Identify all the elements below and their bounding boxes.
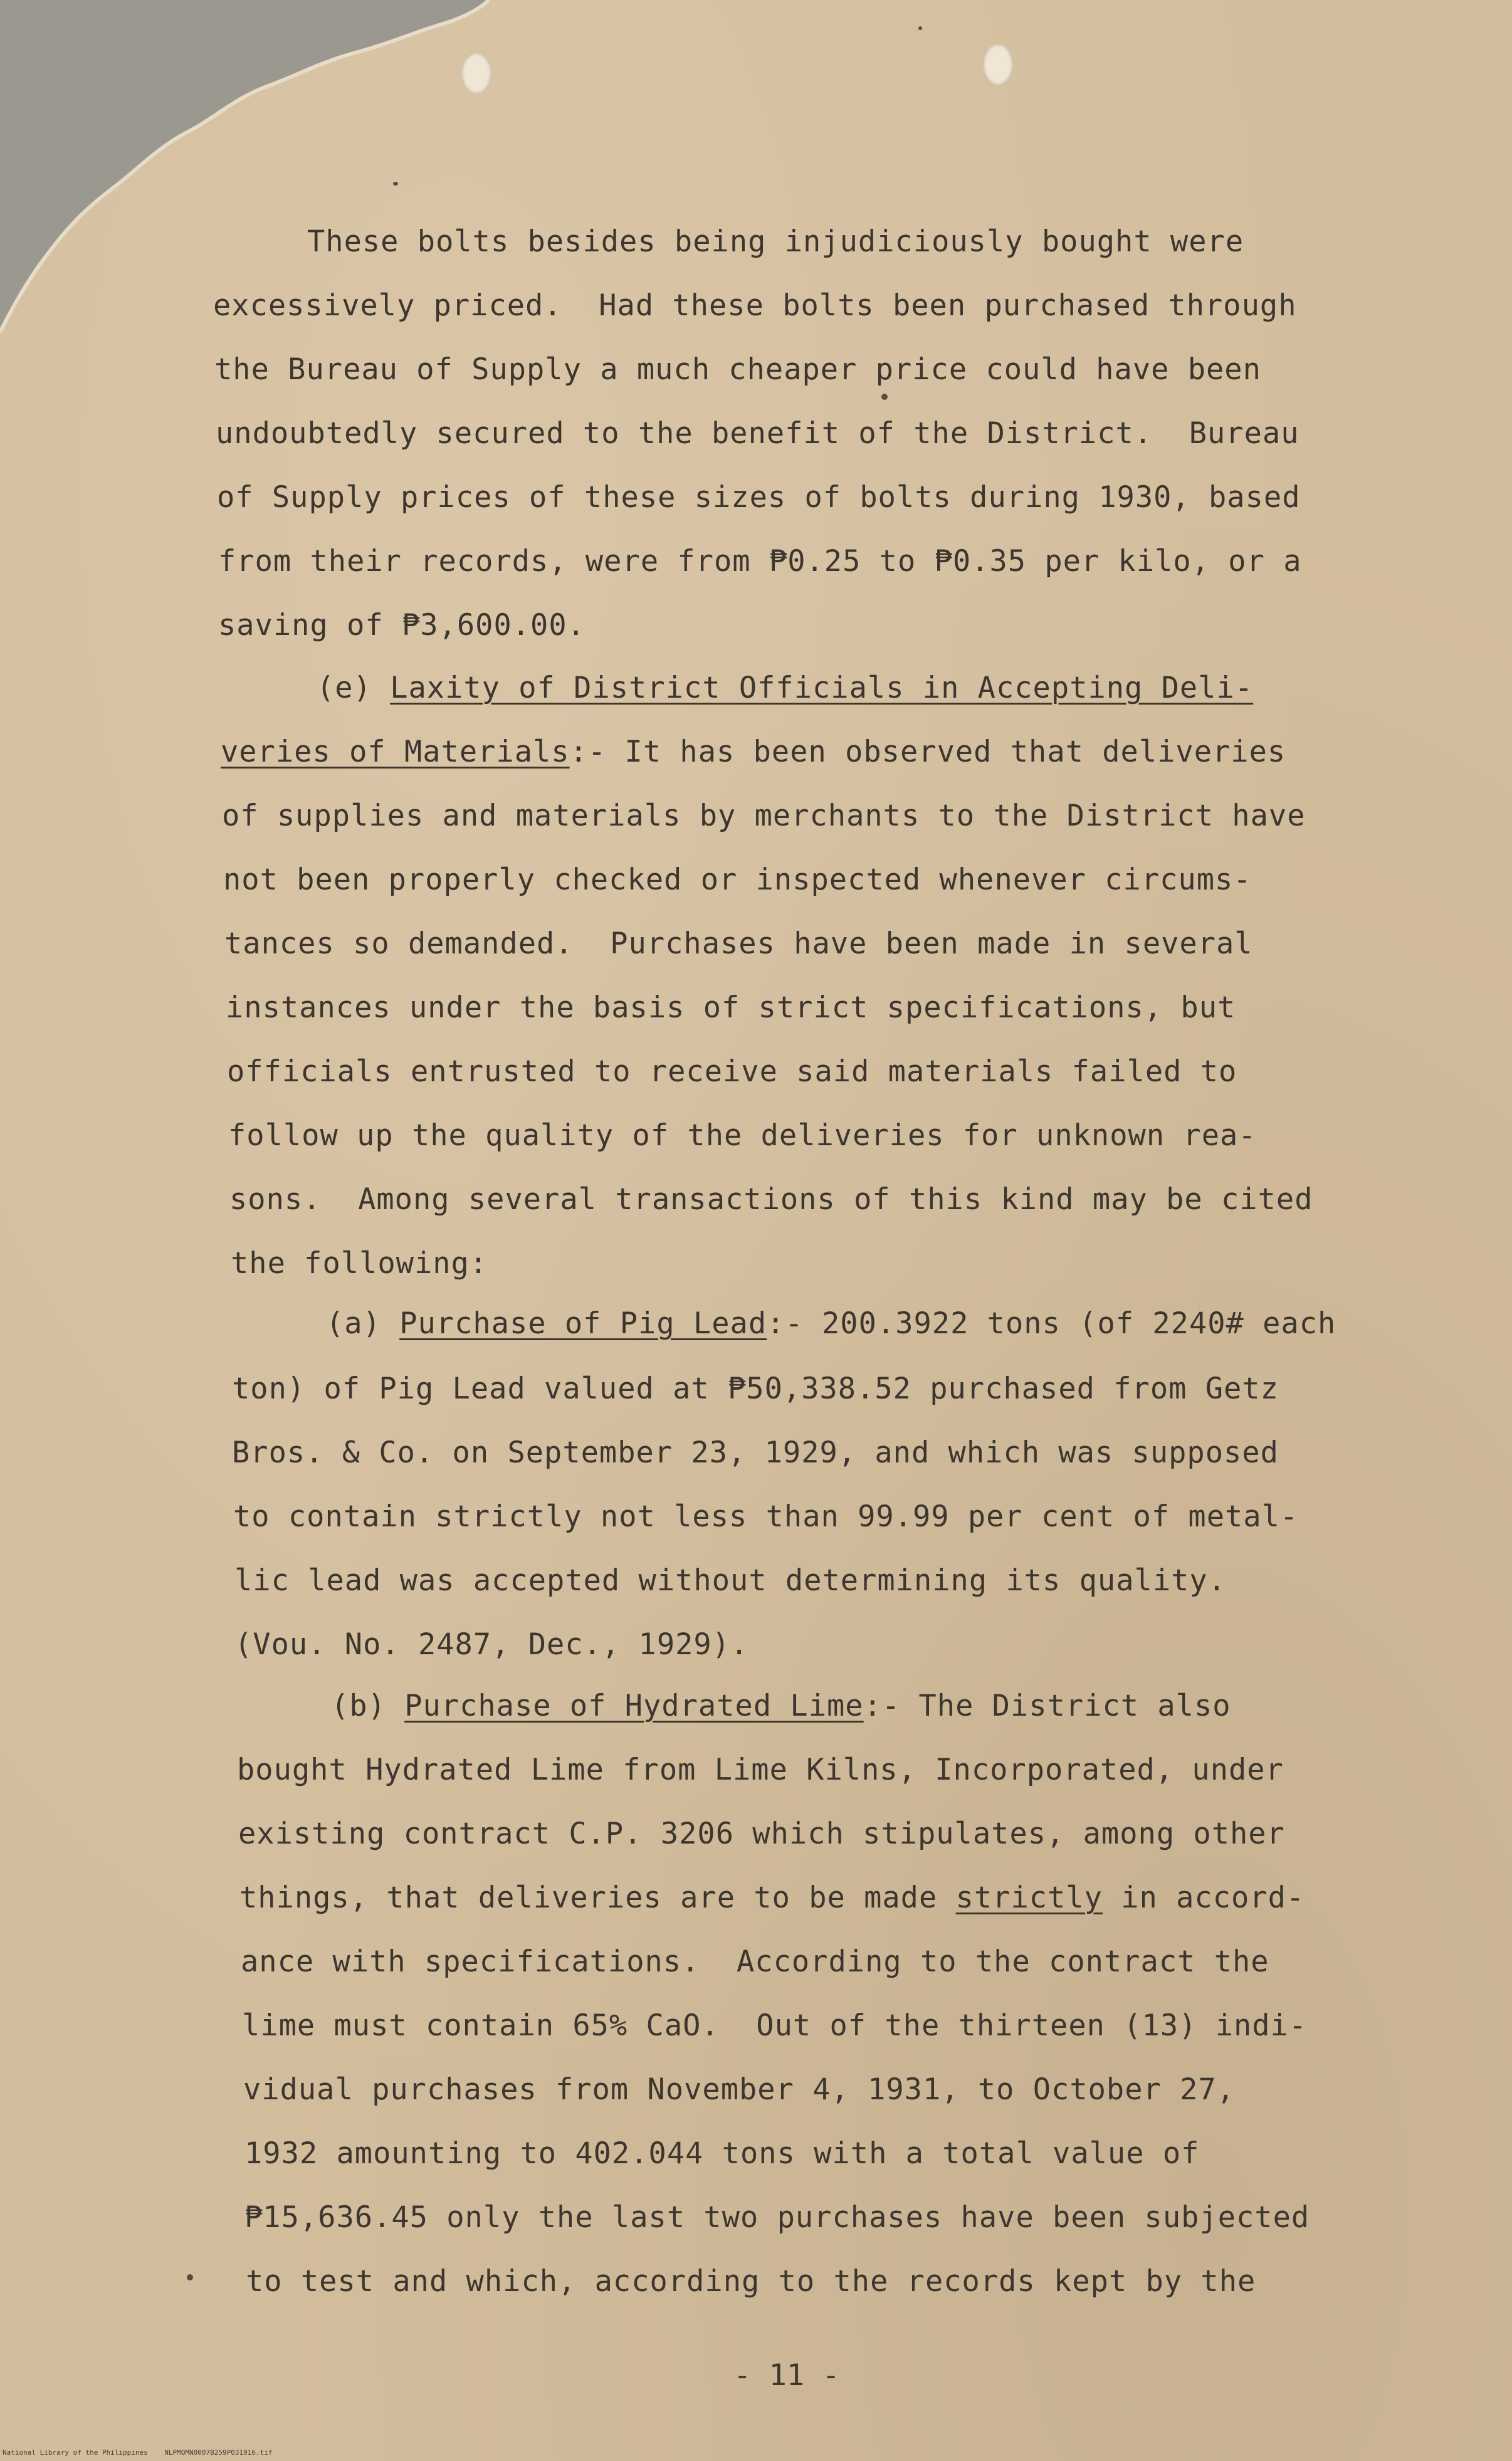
text-line: These bolts besides being injudiciously bought were — [307, 224, 1244, 259]
section-marker: (e) — [317, 671, 391, 705]
item-heading: Purchase of Pig Lead — [399, 1306, 767, 1341]
section-heading: veries of Materials — [221, 735, 570, 769]
text-line: vidual purchases from November 4, 1931, to October 27, — [243, 2072, 1236, 2107]
text-line: bought Hydrated Lime from Lime Kilns, Incorporated, under — [237, 1753, 1284, 1787]
section-heading: Laxity of District Officials in Accepting Deli- — [390, 671, 1254, 705]
ink-speck — [881, 394, 888, 400]
item-heading-tail: :- 200.3922 tons (of 2240# each — [767, 1306, 1336, 1341]
punch-hole — [983, 44, 1013, 85]
text-line: 1932 amounting to 402.044 tons with a total value of — [244, 2136, 1200, 2171]
item-heading: Purchase of Hydrated Lime — [404, 1689, 864, 1723]
section-e-heading-line — [317, 671, 1253, 705]
text-segment: things, that deliveries are to be made — [239, 1881, 956, 1915]
text-line: to contain strictly not less than 99.99 per cent of metal- — [233, 1499, 1299, 1534]
text-line: excessively priced. Had these bolts been purchased through — [213, 288, 1297, 323]
ink-speck — [918, 26, 922, 30]
text-line: lic lead was accepted without determining its quality. — [234, 1563, 1227, 1598]
text-line: tances so demanded. Purchases have been made in several — [224, 926, 1253, 961]
text-line: existing contract C.P. 3206 which stipulates, among other — [238, 1817, 1285, 1851]
text-line: officials entrusted to receive said materials failed to — [227, 1054, 1237, 1089]
text-segment: in accord- — [1102, 1881, 1305, 1915]
text-line: instances under the basis of strict specifications, but — [226, 990, 1236, 1025]
text-line: sons. Among several transactions of this kind may be cited — [229, 1182, 1313, 1217]
item-marker: (b) — [331, 1689, 405, 1723]
item-b-heading-line — [331, 1689, 1231, 1723]
text-line: ₱15,636.45 only the last two purchases have been subjected — [244, 2200, 1310, 2235]
text-line: (Vou. No. 2487, Dec., 1929). — [234, 1627, 749, 1662]
item-a-heading-line — [326, 1306, 1336, 1341]
ink-speck — [393, 182, 398, 186]
item-heading-tail: :- The District also — [863, 1689, 1231, 1723]
text-line: the Bureau of Supply a much cheaper price could have been — [214, 352, 1261, 387]
text-line: undoubtedly secured to the benefit of the District. Bureau — [216, 416, 1299, 451]
text-line: ton) of Pig Lead valued at ₱50,338.52 purchased from Getz — [232, 1372, 1279, 1406]
page-number: - 11 - — [733, 2358, 840, 2393]
text-line: Bros. & Co. on September 23, 1929, and which was supposed — [232, 1435, 1279, 1470]
ink-speck — [187, 2274, 193, 2280]
section-heading-tail: :- It has been observed that deliveries — [569, 735, 1286, 769]
text-line: lime must contain 65% CaO. Out of the thirteen (13) indi- — [242, 2008, 1308, 2043]
text-line: not been properly checked or inspected whenever circums- — [223, 863, 1252, 897]
text-line — [239, 1881, 1305, 1915]
punch-hole — [461, 53, 491, 94]
text-line: the following: — [231, 1246, 488, 1281]
emphasized-word: strictly — [955, 1881, 1103, 1915]
text-line: to test and which, according to the records kept by the — [246, 2264, 1256, 2299]
section-e-heading-line — [221, 735, 1286, 769]
text-line: ance with specifications. According to the contract the — [241, 1944, 1269, 1979]
text-line: of supplies and materials by merchants to the District have — [222, 799, 1306, 833]
text-line: follow up the quality of the deliveries for unknown rea- — [228, 1118, 1257, 1153]
text-line: saving of ₱3,600.00. — [218, 608, 585, 643]
item-marker: (a) — [326, 1306, 400, 1341]
footer-stamp: National Library of the Philippines NLPMOMN0007B259P031016.tif — [3, 2448, 273, 2457]
text-line: of Supply prices of these sizes of bolts during 1930, based — [217, 480, 1301, 515]
text-line: from their records, were from ₱0.25 to ₱0.35 per kilo, or a — [218, 544, 1302, 579]
